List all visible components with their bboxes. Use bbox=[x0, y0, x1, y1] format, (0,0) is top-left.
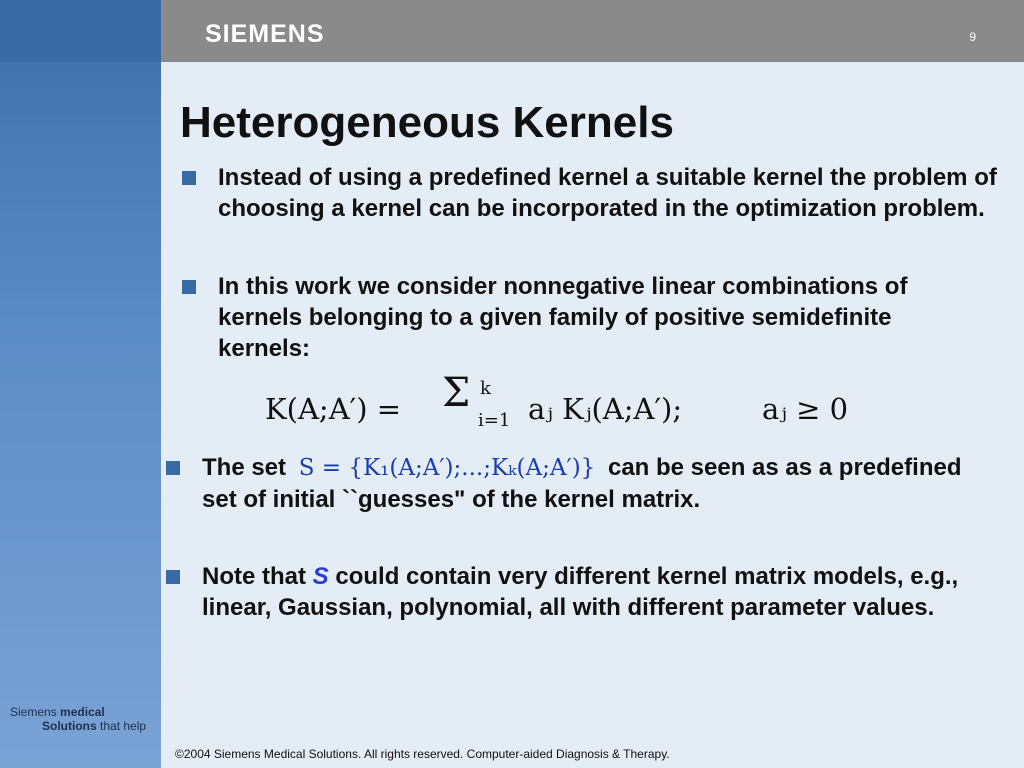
bullet-2 bbox=[218, 271, 978, 364]
bullet-3-suffix: can be seen as as a predefined set of initial ``guesses" of the kernel matrix. bbox=[202, 454, 962, 513]
bullet-marker bbox=[166, 570, 180, 584]
left-sidebar bbox=[0, 0, 161, 768]
bullet-4-suffix: could contain very different kernel matrix models, e.g., linear, Gaussian, polynomial, all with different parameter values. bbox=[202, 563, 959, 621]
bullet-2-text: In this work we consider nonnegative linear combinations of kernels belonging to a given family of positive semidefinite kernels: bbox=[218, 273, 908, 362]
formula-1-upper: k bbox=[480, 378, 491, 399]
brand-solutions: Solutions bbox=[42, 719, 97, 733]
brand-medical: medical bbox=[60, 705, 105, 719]
set-s-formula: S = {K₁(A;A′);...;Kₖ(A;A′)} bbox=[298, 455, 596, 481]
slide-number: 9 bbox=[969, 30, 976, 44]
formula-1-lhs: K(A;A′) = bbox=[265, 392, 402, 426]
brand-siemens: Siemens bbox=[10, 705, 57, 719]
formula-1-constraint: aⱼ ≥ 0 bbox=[762, 392, 849, 426]
sidebar-top-block bbox=[0, 0, 161, 62]
bullet-1 bbox=[218, 162, 998, 224]
bullet-marker bbox=[182, 280, 196, 294]
slide-title: Heterogeneous Kernels bbox=[180, 98, 674, 147]
set-s-symbol: S bbox=[312, 563, 329, 590]
bullet-1-text: Instead of using a predefined kernel a suitable kernel the problem of choosing a kernel can be incorporated in the optimization problem. bbox=[218, 164, 997, 222]
formula-1-lower: i=1 bbox=[478, 410, 511, 431]
formula-1-rhs: aⱼ Kⱼ(A;A′); bbox=[528, 392, 683, 426]
bullet-3 bbox=[202, 452, 972, 515]
bullet-3-prefix: The set bbox=[202, 454, 287, 481]
brand-that-help: that help bbox=[100, 719, 147, 733]
siemens-logo: SIEMENS bbox=[205, 20, 325, 48]
copyright-footer: ©2004 Siemens Medical Solutions. All rights reserved. Computer-aided Diagnosis & Therapy. bbox=[175, 747, 670, 761]
siemens-medical-brand bbox=[10, 705, 146, 733]
formula-1-sum: Σ bbox=[442, 370, 471, 416]
bullet-marker bbox=[166, 461, 180, 475]
bullet-marker bbox=[182, 171, 196, 185]
bullet-4-prefix: Note that bbox=[202, 563, 306, 590]
bullet-4 bbox=[202, 561, 972, 623]
